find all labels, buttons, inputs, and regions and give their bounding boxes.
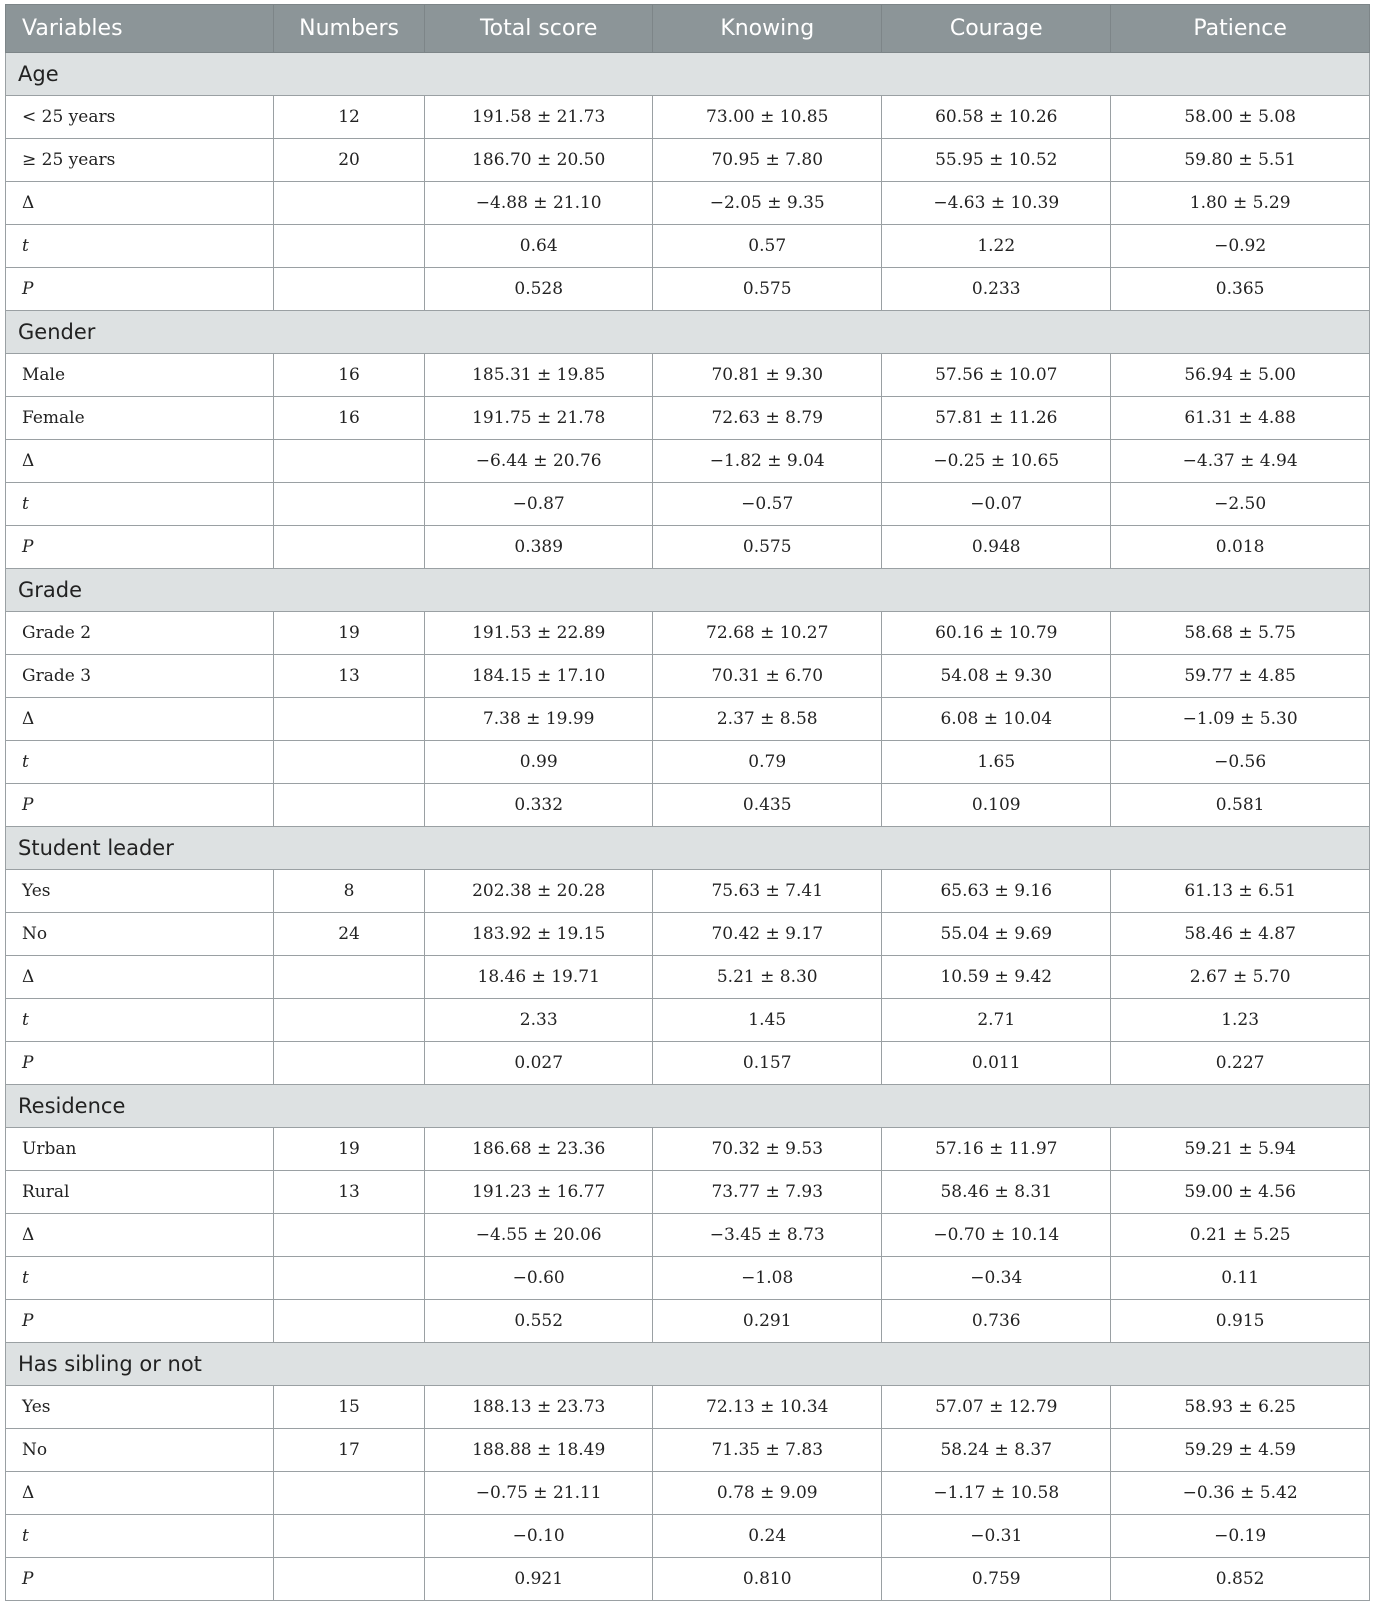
cell-courage: 60.58 ± 10.26 bbox=[882, 96, 1111, 139]
cell-patience: 0.852 bbox=[1111, 1558, 1370, 1601]
cell-courage: −0.34 bbox=[882, 1257, 1111, 1300]
group-header-row bbox=[6, 827, 1370, 870]
cell-number: 19 bbox=[273, 612, 424, 655]
cell-number: 20 bbox=[273, 139, 424, 182]
cell-knowing: 70.95 ± 7.80 bbox=[653, 139, 882, 182]
cell-knowing: −2.05 ± 9.35 bbox=[653, 182, 882, 225]
cell-knowing: 70.31 ± 6.70 bbox=[653, 655, 882, 698]
cell-total-score: 186.68 ± 23.36 bbox=[425, 1128, 653, 1171]
header-row bbox=[6, 5, 1370, 53]
cell-knowing: 0.435 bbox=[653, 784, 882, 827]
table-row bbox=[6, 1128, 1370, 1171]
cell-patience: 59.00 ± 4.56 bbox=[1111, 1171, 1370, 1214]
cell-knowing: 0.575 bbox=[653, 526, 882, 569]
cell-knowing: 70.81 ± 9.30 bbox=[653, 354, 882, 397]
cell-total-score: −0.10 bbox=[425, 1515, 653, 1558]
cell-knowing: 75.63 ± 7.41 bbox=[653, 870, 882, 913]
table-row bbox=[6, 268, 1370, 311]
cell-total-score: 188.13 ± 23.73 bbox=[425, 1386, 653, 1429]
cell-courage: 10.59 ± 9.42 bbox=[882, 956, 1111, 999]
cell-patience: 1.80 ± 5.29 bbox=[1111, 182, 1370, 225]
cell-variable: Yes bbox=[6, 1386, 274, 1429]
table-row bbox=[6, 1257, 1370, 1300]
cell-knowing: −1.82 ± 9.04 bbox=[653, 440, 882, 483]
group-header-row bbox=[6, 569, 1370, 612]
group-title: Has sibling or not bbox=[6, 1343, 1370, 1386]
cell-courage: 0.736 bbox=[882, 1300, 1111, 1343]
cell-knowing: 73.77 ± 7.93 bbox=[653, 1171, 882, 1214]
cell-patience: −0.19 bbox=[1111, 1515, 1370, 1558]
group-header-row bbox=[6, 1343, 1370, 1386]
table-row bbox=[6, 999, 1370, 1042]
group-title: Residence bbox=[6, 1085, 1370, 1128]
table-row bbox=[6, 784, 1370, 827]
header-total-score: Total score bbox=[425, 5, 653, 53]
cell-courage: 1.65 bbox=[882, 741, 1111, 784]
group-header-row bbox=[6, 53, 1370, 96]
cell-courage: −4.63 ± 10.39 bbox=[882, 182, 1111, 225]
cell-total-score: 191.23 ± 16.77 bbox=[425, 1171, 653, 1214]
table-row bbox=[6, 526, 1370, 569]
cell-total-score: 191.58 ± 21.73 bbox=[425, 96, 653, 139]
cell-number bbox=[273, 1257, 424, 1300]
cell-variable: No bbox=[6, 1429, 274, 1472]
group-title: Student leader bbox=[6, 827, 1370, 870]
table-row bbox=[6, 483, 1370, 526]
cell-variable: t bbox=[6, 741, 274, 784]
group-title: Gender bbox=[6, 311, 1370, 354]
cell-courage: 2.71 bbox=[882, 999, 1111, 1042]
cell-variable: Male bbox=[6, 354, 274, 397]
cell-number bbox=[273, 182, 424, 225]
cell-courage: 55.04 ± 9.69 bbox=[882, 913, 1111, 956]
table-row bbox=[6, 182, 1370, 225]
cell-courage: 58.46 ± 8.31 bbox=[882, 1171, 1111, 1214]
cell-total-score: 2.33 bbox=[425, 999, 653, 1042]
cell-total-score: −6.44 ± 20.76 bbox=[425, 440, 653, 483]
cell-number bbox=[273, 999, 424, 1042]
results-table bbox=[5, 4, 1370, 1601]
cell-courage: 57.81 ± 11.26 bbox=[882, 397, 1111, 440]
cell-number: 8 bbox=[273, 870, 424, 913]
cell-knowing: 0.157 bbox=[653, 1042, 882, 1085]
cell-variable: P bbox=[6, 1042, 274, 1085]
cell-total-score: 0.99 bbox=[425, 741, 653, 784]
cell-total-score: 0.332 bbox=[425, 784, 653, 827]
cell-number bbox=[273, 698, 424, 741]
cell-total-score: 202.38 ± 20.28 bbox=[425, 870, 653, 913]
cell-total-score: 0.921 bbox=[425, 1558, 653, 1601]
cell-variable: No bbox=[6, 913, 274, 956]
cell-knowing: 71.35 ± 7.83 bbox=[653, 1429, 882, 1472]
cell-variable: P bbox=[6, 784, 274, 827]
cell-courage: 58.24 ± 8.37 bbox=[882, 1429, 1111, 1472]
cell-knowing: 0.24 bbox=[653, 1515, 882, 1558]
table-row bbox=[6, 354, 1370, 397]
table-row bbox=[6, 1429, 1370, 1472]
table-row bbox=[6, 612, 1370, 655]
cell-number: 16 bbox=[273, 397, 424, 440]
cell-variable: < 25 years bbox=[6, 96, 274, 139]
table-row bbox=[6, 1171, 1370, 1214]
cell-variable: Δ bbox=[6, 1214, 274, 1257]
cell-number bbox=[273, 526, 424, 569]
cell-number bbox=[273, 1042, 424, 1085]
cell-courage: 57.16 ± 11.97 bbox=[882, 1128, 1111, 1171]
header-courage: Courage bbox=[882, 5, 1111, 53]
cell-patience: 59.21 ± 5.94 bbox=[1111, 1128, 1370, 1171]
cell-variable: t bbox=[6, 999, 274, 1042]
cell-courage: 65.63 ± 9.16 bbox=[882, 870, 1111, 913]
cell-number bbox=[273, 225, 424, 268]
cell-courage: −0.70 ± 10.14 bbox=[882, 1214, 1111, 1257]
table-row bbox=[6, 96, 1370, 139]
cell-total-score: −0.75 ± 21.11 bbox=[425, 1472, 653, 1515]
cell-number bbox=[273, 483, 424, 526]
cell-knowing: 0.79 bbox=[653, 741, 882, 784]
cell-patience: 0.21 ± 5.25 bbox=[1111, 1214, 1370, 1257]
cell-total-score: −0.60 bbox=[425, 1257, 653, 1300]
cell-knowing: 73.00 ± 10.85 bbox=[653, 96, 882, 139]
cell-total-score: 0.027 bbox=[425, 1042, 653, 1085]
cell-courage: 0.233 bbox=[882, 268, 1111, 311]
cell-variable: Urban bbox=[6, 1128, 274, 1171]
cell-patience: 58.46 ± 4.87 bbox=[1111, 913, 1370, 956]
cell-number bbox=[273, 956, 424, 999]
cell-courage: 1.22 bbox=[882, 225, 1111, 268]
cell-knowing: −0.57 bbox=[653, 483, 882, 526]
table-row bbox=[6, 1386, 1370, 1429]
cell-knowing: 0.575 bbox=[653, 268, 882, 311]
cell-patience: 58.68 ± 5.75 bbox=[1111, 612, 1370, 655]
cell-courage: 0.759 bbox=[882, 1558, 1111, 1601]
cell-variable: P bbox=[6, 1558, 274, 1601]
group-title: Grade bbox=[6, 569, 1370, 612]
cell-variable: t bbox=[6, 1515, 274, 1558]
cell-total-score: 185.31 ± 19.85 bbox=[425, 354, 653, 397]
cell-variable: P bbox=[6, 1300, 274, 1343]
cell-variable: Δ bbox=[6, 1472, 274, 1515]
cell-number bbox=[273, 1472, 424, 1515]
cell-knowing: 0.291 bbox=[653, 1300, 882, 1343]
table-body bbox=[6, 53, 1370, 1601]
cell-patience: −0.56 bbox=[1111, 741, 1370, 784]
cell-courage: −0.25 ± 10.65 bbox=[882, 440, 1111, 483]
cell-variable: Δ bbox=[6, 182, 274, 225]
cell-patience: −0.36 ± 5.42 bbox=[1111, 1472, 1370, 1515]
cell-number: 16 bbox=[273, 354, 424, 397]
cell-number bbox=[273, 784, 424, 827]
table-row bbox=[6, 440, 1370, 483]
cell-patience: 58.93 ± 6.25 bbox=[1111, 1386, 1370, 1429]
cell-courage: 57.56 ± 10.07 bbox=[882, 354, 1111, 397]
cell-patience: −0.92 bbox=[1111, 225, 1370, 268]
cell-total-score: 0.64 bbox=[425, 225, 653, 268]
cell-patience: −4.37 ± 4.94 bbox=[1111, 440, 1370, 483]
cell-variable: ≥ 25 years bbox=[6, 139, 274, 182]
cell-courage: −1.17 ± 10.58 bbox=[882, 1472, 1111, 1515]
cell-knowing: 5.21 ± 8.30 bbox=[653, 956, 882, 999]
cell-courage: 0.948 bbox=[882, 526, 1111, 569]
cell-total-score: 186.70 ± 20.50 bbox=[425, 139, 653, 182]
cell-patience: 0.581 bbox=[1111, 784, 1370, 827]
cell-number bbox=[273, 440, 424, 483]
group-header-row bbox=[6, 311, 1370, 354]
cell-knowing: −3.45 ± 8.73 bbox=[653, 1214, 882, 1257]
cell-knowing: 1.45 bbox=[653, 999, 882, 1042]
table-row bbox=[6, 741, 1370, 784]
table-row bbox=[6, 956, 1370, 999]
cell-number bbox=[273, 1214, 424, 1257]
cell-total-score: −4.55 ± 20.06 bbox=[425, 1214, 653, 1257]
cell-knowing: −1.08 bbox=[653, 1257, 882, 1300]
cell-patience: 61.31 ± 4.88 bbox=[1111, 397, 1370, 440]
cell-variable: Δ bbox=[6, 698, 274, 741]
cell-number bbox=[273, 268, 424, 311]
cell-total-score: −4.88 ± 21.10 bbox=[425, 182, 653, 225]
cell-knowing: 0.78 ± 9.09 bbox=[653, 1472, 882, 1515]
cell-patience: −1.09 ± 5.30 bbox=[1111, 698, 1370, 741]
table-row bbox=[6, 1042, 1370, 1085]
cell-variable: Rural bbox=[6, 1171, 274, 1214]
cell-number bbox=[273, 1300, 424, 1343]
cell-number bbox=[273, 1558, 424, 1601]
cell-total-score: −0.87 bbox=[425, 483, 653, 526]
table-row bbox=[6, 698, 1370, 741]
table-row bbox=[6, 1472, 1370, 1515]
cell-patience: 59.77 ± 4.85 bbox=[1111, 655, 1370, 698]
table-row bbox=[6, 225, 1370, 268]
cell-total-score: 0.528 bbox=[425, 268, 653, 311]
cell-variable: Female bbox=[6, 397, 274, 440]
cell-total-score: 191.53 ± 22.89 bbox=[425, 612, 653, 655]
cell-patience: 61.13 ± 6.51 bbox=[1111, 870, 1370, 913]
cell-knowing: 70.42 ± 9.17 bbox=[653, 913, 882, 956]
cell-patience: 0.365 bbox=[1111, 268, 1370, 311]
cell-variable: t bbox=[6, 1257, 274, 1300]
cell-total-score: 0.389 bbox=[425, 526, 653, 569]
cell-variable: Δ bbox=[6, 440, 274, 483]
cell-patience: 2.67 ± 5.70 bbox=[1111, 956, 1370, 999]
cell-number: 15 bbox=[273, 1386, 424, 1429]
table-row bbox=[6, 1515, 1370, 1558]
cell-total-score: 7.38 ± 19.99 bbox=[425, 698, 653, 741]
cell-number: 13 bbox=[273, 1171, 424, 1214]
cell-knowing: 2.37 ± 8.58 bbox=[653, 698, 882, 741]
cell-patience: 0.915 bbox=[1111, 1300, 1370, 1343]
header-variables: Variables bbox=[6, 5, 274, 53]
cell-number: 24 bbox=[273, 913, 424, 956]
cell-courage: 55.95 ± 10.52 bbox=[882, 139, 1111, 182]
cell-courage: 0.011 bbox=[882, 1042, 1111, 1085]
cell-patience: −2.50 bbox=[1111, 483, 1370, 526]
cell-patience: 0.227 bbox=[1111, 1042, 1370, 1085]
cell-variable: t bbox=[6, 483, 274, 526]
cell-knowing: 72.68 ± 10.27 bbox=[653, 612, 882, 655]
cell-courage: 60.16 ± 10.79 bbox=[882, 612, 1111, 655]
cell-number: 17 bbox=[273, 1429, 424, 1472]
cell-courage: 57.07 ± 12.79 bbox=[882, 1386, 1111, 1429]
header-numbers: Numbers bbox=[273, 5, 424, 53]
cell-total-score: 184.15 ± 17.10 bbox=[425, 655, 653, 698]
cell-patience: 58.00 ± 5.08 bbox=[1111, 96, 1370, 139]
cell-variable: t bbox=[6, 225, 274, 268]
table-row bbox=[6, 870, 1370, 913]
cell-variable: P bbox=[6, 268, 274, 311]
cell-variable: Grade 3 bbox=[6, 655, 274, 698]
cell-total-score: 191.75 ± 21.78 bbox=[425, 397, 653, 440]
cell-courage: −0.07 bbox=[882, 483, 1111, 526]
cell-knowing: 72.13 ± 10.34 bbox=[653, 1386, 882, 1429]
table-row bbox=[6, 1558, 1370, 1601]
cell-courage: 0.109 bbox=[882, 784, 1111, 827]
header-knowing: Knowing bbox=[653, 5, 882, 53]
cell-number: 19 bbox=[273, 1128, 424, 1171]
cell-knowing: 72.63 ± 8.79 bbox=[653, 397, 882, 440]
cell-number: 12 bbox=[273, 96, 424, 139]
cell-number: 13 bbox=[273, 655, 424, 698]
table-row bbox=[6, 397, 1370, 440]
group-title: Age bbox=[6, 53, 1370, 96]
cell-patience: 0.11 bbox=[1111, 1257, 1370, 1300]
cell-knowing: 70.32 ± 9.53 bbox=[653, 1128, 882, 1171]
cell-number bbox=[273, 741, 424, 784]
cell-knowing: 0.810 bbox=[653, 1558, 882, 1601]
cell-patience: 59.80 ± 5.51 bbox=[1111, 139, 1370, 182]
cell-total-score: 18.46 ± 19.71 bbox=[425, 956, 653, 999]
cell-courage: 6.08 ± 10.04 bbox=[882, 698, 1111, 741]
cell-patience: 56.94 ± 5.00 bbox=[1111, 354, 1370, 397]
cell-courage: 54.08 ± 9.30 bbox=[882, 655, 1111, 698]
cell-variable: Δ bbox=[6, 956, 274, 999]
table-row bbox=[6, 913, 1370, 956]
cell-variable: P bbox=[6, 526, 274, 569]
cell-patience: 0.018 bbox=[1111, 526, 1370, 569]
table-row bbox=[6, 1214, 1370, 1257]
cell-patience: 1.23 bbox=[1111, 999, 1370, 1042]
cell-total-score: 188.88 ± 18.49 bbox=[425, 1429, 653, 1472]
cell-variable: Yes bbox=[6, 870, 274, 913]
header-patience: Patience bbox=[1111, 5, 1370, 53]
group-header-row bbox=[6, 1085, 1370, 1128]
table-row bbox=[6, 139, 1370, 182]
table-row bbox=[6, 655, 1370, 698]
cell-knowing: 0.57 bbox=[653, 225, 882, 268]
cell-number bbox=[273, 1515, 424, 1558]
cell-patience: 59.29 ± 4.59 bbox=[1111, 1429, 1370, 1472]
cell-total-score: 183.92 ± 19.15 bbox=[425, 913, 653, 956]
table-row bbox=[6, 1300, 1370, 1343]
cell-variable: Grade 2 bbox=[6, 612, 274, 655]
cell-courage: −0.31 bbox=[882, 1515, 1111, 1558]
cell-total-score: 0.552 bbox=[425, 1300, 653, 1343]
